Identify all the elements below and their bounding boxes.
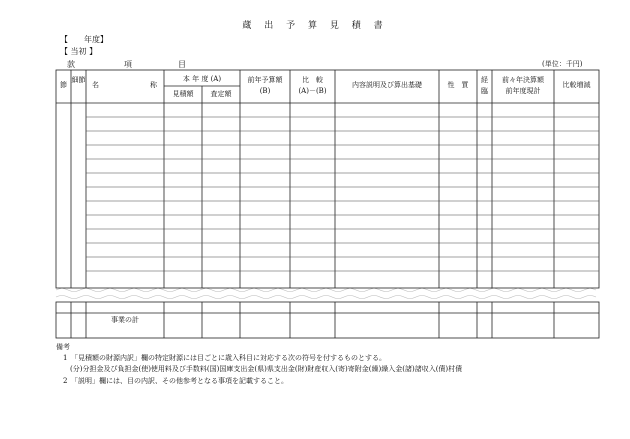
moku-label: 目 xyxy=(178,60,186,69)
header-change: 比較増減 xyxy=(562,81,591,89)
total-label: 事業の計 xyxy=(111,316,139,324)
header-rinji-a: 経 xyxy=(481,76,488,84)
note-item-2: (分)分担金及び負担金(使)使用料及び手数料(国)国庫支出金(県)県支出金(財)財産収入(寄)寄附金(繰)繰入金(諸)諸収入(債)村債 xyxy=(70,365,463,373)
header-rinji-b: 臨 xyxy=(481,87,488,95)
document-title: 蔵 出 予 算 見 積 書 xyxy=(242,21,388,31)
header-compare: 比 較 xyxy=(302,76,323,84)
header-content: 内容説明及び算出基礎 xyxy=(352,81,422,89)
header-assessed: 査定額 xyxy=(210,90,232,98)
header-prev-settle: 前々年決算額 xyxy=(502,76,544,84)
header-prev-budget: 前年予算額 xyxy=(247,76,283,84)
header-prev-budget-b: (B) xyxy=(259,87,271,95)
header-compare-b: (A)－(B) xyxy=(298,87,327,95)
header-name-b: 称 xyxy=(150,81,157,89)
fiscal-year-label: 【 年度】 xyxy=(60,35,108,44)
period-label: 【 当初 】 xyxy=(60,47,98,56)
note-item-1: 1 「見積額の財源内訳」欄の特定財源には目ごとに歳入科目に対応する次の符号を付するものとする。 xyxy=(63,354,386,362)
kan-label: 款 xyxy=(67,60,75,69)
kou-label: 項 xyxy=(124,60,132,69)
header-current-year: 本 年 度 (A) xyxy=(182,75,222,83)
header-nature: 性 質 xyxy=(447,81,469,89)
header-prev-settle-b: 前年度現計 xyxy=(505,87,541,95)
header-setsu: 節 xyxy=(60,81,67,89)
unit-label: (単位：千円) xyxy=(542,60,583,68)
note-item-3: 2 「説明」欄には、目の内訳、その他参考となる事項を記載すること。 xyxy=(63,377,288,385)
header-estimate: 見積額 xyxy=(172,90,194,98)
notes-heading: 備考 xyxy=(56,343,70,351)
header-saimoku: 細節 xyxy=(71,76,86,84)
header-name-a: 名 xyxy=(92,81,99,89)
